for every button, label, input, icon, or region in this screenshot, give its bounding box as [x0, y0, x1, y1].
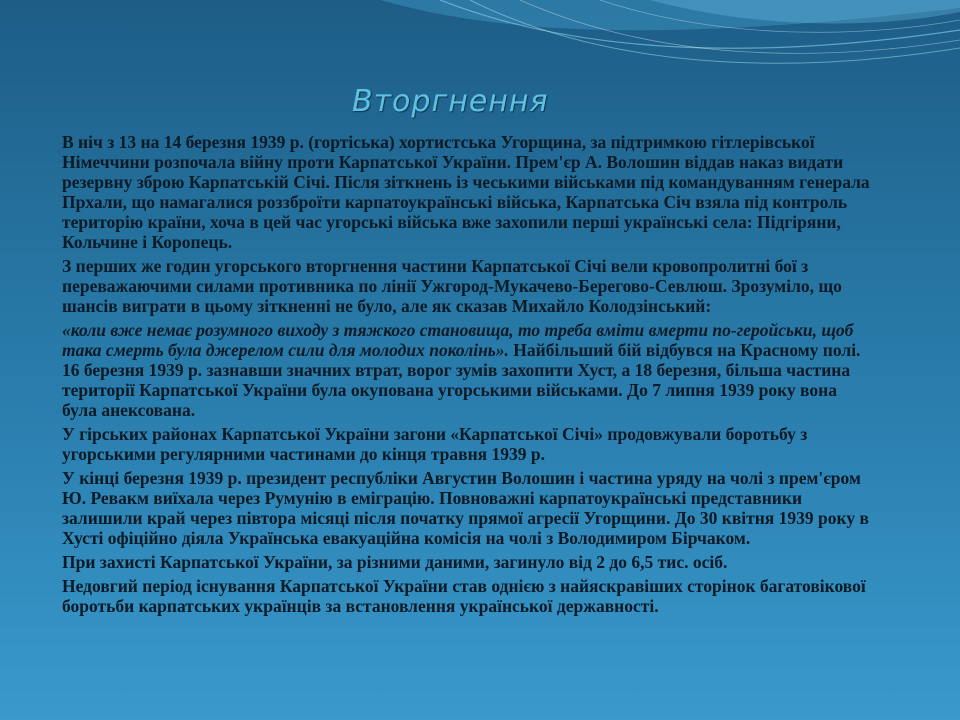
paragraph-government-emigration: У кінці березня 1939 р. президент республіки Августин Волошин і частина уряду на чолі з прем'єром Ю. Ревакм виїхала через Румунію в еміграцію. Повноважні карпатоукраїнські представники залишили край через півтора місяці після початку прямої агресії Угорщини. До 30 квітня 1939 року в Хусті офіційно діяла Українська евакуаційна комісія на чолі з Володимиром Бірчаком.	[62, 468, 869, 548]
decorative-waves	[0, 0, 960, 140]
paragraph-mountain-resistance: У гірських районах Карпатської України загони «Карпатської Січі» продовжували боротьбу з угорськими регулярними частинами до кінця травня 1939 р.	[62, 424, 808, 464]
slide-title: Вторгнення	[352, 84, 549, 119]
paragraph-quote	[62, 320, 872, 420]
quote-followup-text: Найбільший бій відбувся на Красному полі. 16 березня 1939 р. зазнавши значних втрат, ворог зумів захопити Хуст, а 18 березня, більша частина території Карпатської України була окупована угорськими військами. До 7 липня 1939 року вона була анексована.	[62, 340, 861, 420]
paragraph-battles: З перших же годин угорського вторгнення частини Карпатської Січі вели кровопролитні бої з переважаючими силами противника по лінії Ужгород-Мукачево-Берегово-Севлюш. Зрозуміло, що шансів виграти в цьому зіткненні не було, але як сказав Михайло Колодзінський:	[62, 256, 842, 316]
paragraph-conclusion: Недовгий період існування Карпатської України став однією з найяскравіших сторінок багатовікової боротьби карпатських українців за встановлення української державності.	[62, 576, 866, 616]
paragraph-casualties: При захисті Карпатської України, за різними даними, загинуло від 2 до 6,5 тис. осіб.	[62, 552, 728, 572]
kolodzinsky-quote: «коли вже немає розумного виходу з тяжкого становища, то треба вміти вмерти по-геройськи, щоб така смерть була джерелом сили для молодих поколінь».	[62, 320, 854, 360]
slide-body	[62, 132, 872, 620]
paragraph-invasion-start: В ніч з 13 на 14 березня 1939 р. (гортіська) хортистська Угорщина, за підтримкою гітлерівської Німеччини розпочала війну проти Карпатської України. Прем'єр А. Волошин віддав наказ видати резервну зброю Карпатській Січі. Після зіткнень із чеськими військами під командуванням генерала Прхали, що намагалися роззброїти карпатоукраїнські війська, Карпатська Січ взяла під контроль територію країни, хоча в цей час угорські війська вже захопили перші українські села: Підгіряни, Кольчине і Коропець.	[62, 132, 870, 252]
